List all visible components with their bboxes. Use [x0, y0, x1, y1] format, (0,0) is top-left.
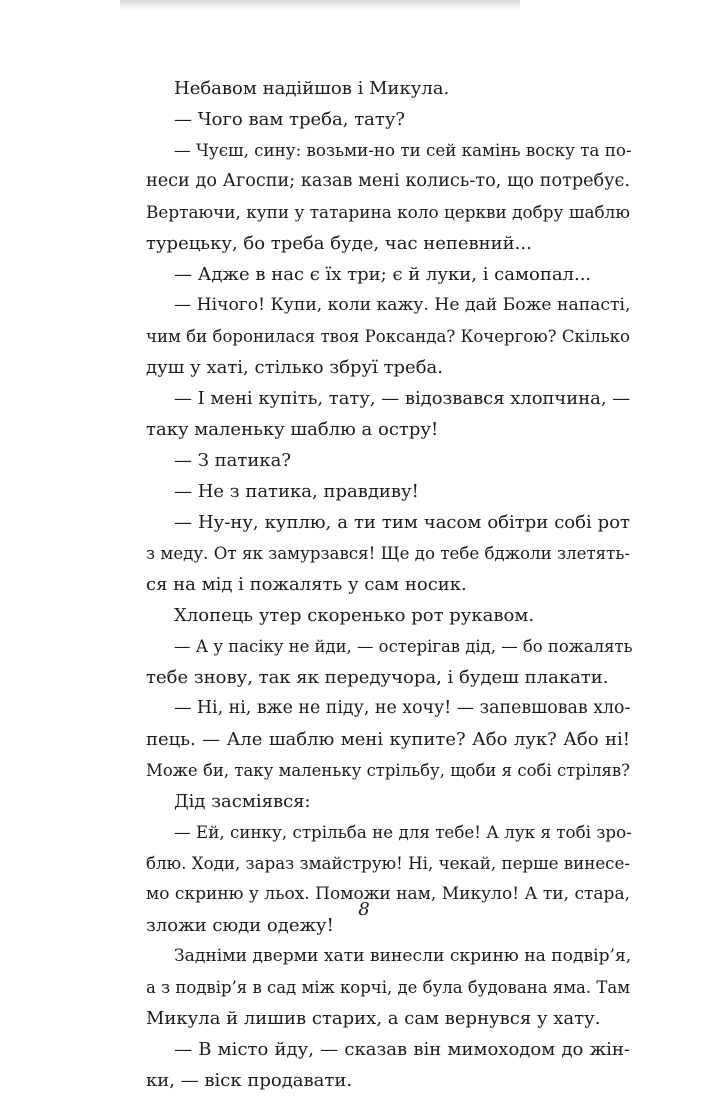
- body-text: [146, 73, 633, 1096]
- text-line: Задніми дверми хати винесли скриню на подвір’я,: [174, 946, 632, 966]
- text-line: — Ей, синку, стрільба не для тебе! А лук я тобі зро-: [174, 822, 632, 842]
- text-line: ки, — віск продавати.: [146, 1070, 353, 1091]
- text-line: — І мені купіть, тату, — відозвався хлопчина, —: [174, 388, 631, 409]
- text-line: — З патика?: [174, 450, 291, 471]
- text-line: Дід засміявся:: [174, 791, 311, 812]
- text-line: душ у хаті, стілько збруї треба.: [146, 357, 443, 378]
- page-number: 8: [358, 899, 370, 920]
- text-line: — А у пасіку не йди, — остерігав дід, — бо пожалять: [174, 637, 633, 656]
- text-line: з меду. От як замурзався! Ще до тебе бджоли злетять-: [146, 544, 630, 563]
- text-line: Хлопець утер скоренько рот рукавом.: [174, 605, 535, 626]
- text-line: Небавом надійшов і Микула.: [174, 78, 450, 99]
- text-line: мо скриню у льох. Поможи нам, Микуло! А ти, стара,: [146, 884, 630, 904]
- text-line: — Ні, ні, вже не піду, не хочу! — запевшовав хло-: [174, 698, 631, 718]
- text-line: неси до Агоспи; казав мені колись-то, що потребує.: [146, 171, 630, 191]
- text-line: чим би боронилася твоя Роксанда? Кочергою? Скілько: [146, 327, 630, 346]
- text-line: — Не з патика, правдиву!: [174, 481, 419, 502]
- text-line: турецьку, бо треба буде, час непевний...: [146, 233, 532, 254]
- text-line: зложи сюди одежу!: [146, 915, 334, 936]
- text-line: блю. Ходи, зараз змайструю! Ні, чекай, перше винесе-: [146, 854, 630, 873]
- text-line: пець. — Але шаблю мені купите? Або лук? Або ні!: [146, 729, 630, 750]
- text-line: таку маленьку шаблю а остру!: [146, 419, 439, 440]
- text-line: тебе знову, так як передучора, і будеш плакати.: [146, 667, 609, 688]
- text-line: — Чого вам треба, тату?: [174, 109, 406, 130]
- text-line: Микула й лишив старих, а сам вернувся у хату.: [146, 1008, 601, 1029]
- page-top-shadow: [120, 0, 520, 10]
- text-line: Вертаючи, купи у татарина коло церкви добру шаблю: [146, 202, 631, 222]
- text-line: а з подвір’я в сад між корчі, де була будована яма. Там: [146, 978, 631, 997]
- text-line: — Нічого! Купи, коли кажу. Не дай Боже напасті,: [174, 295, 631, 315]
- text-line: — Адже в нас є їх три; є й луки, і самопал...: [174, 264, 592, 285]
- text-line: ся на мід і пожалять у сам носик.: [146, 574, 467, 595]
- text-line: Може би, таку маленьку стрільбу, щоби я собі стріляв?: [146, 761, 630, 780]
- text-line: — В місто йду, — сказав він мимоходом до жін-: [174, 1039, 630, 1060]
- text-line: — Ну-ну, куплю, а ти тим часом обітри собі рот: [174, 512, 630, 533]
- text-line: — Чуєш, сину: возьми-но ти сей камінь воску та по-: [174, 141, 632, 160]
